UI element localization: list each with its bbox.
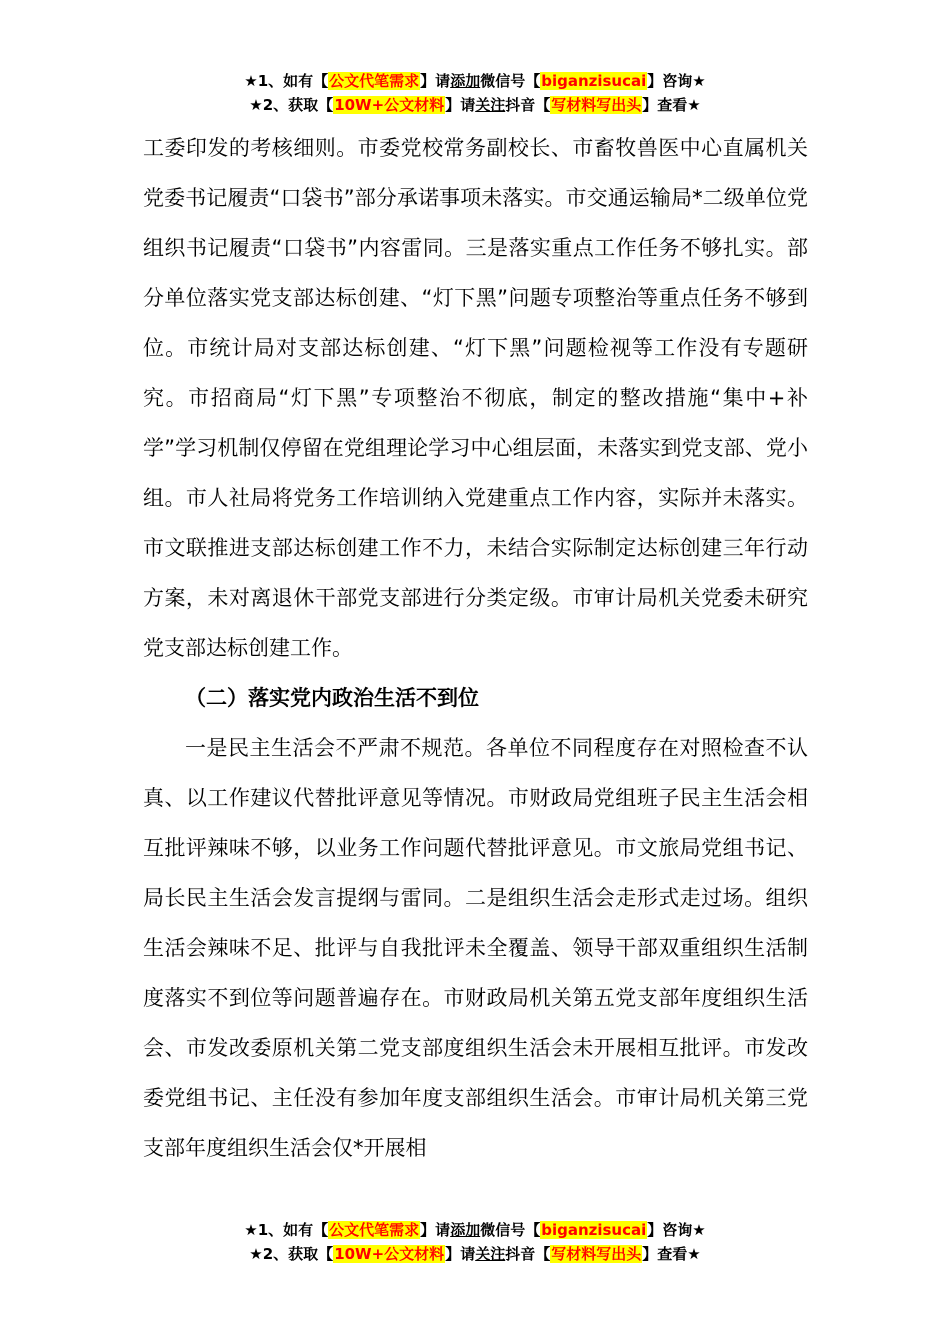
banner-line-2: ★2、获取【10W+公文材料】请关注抖音【写材料写出头】查看★	[249, 96, 701, 114]
banner-line-1: ★1、如有【公文代笔需求】请添加微信号【biganzisucai】咨询★	[244, 72, 706, 90]
highlight-materials: 10W+公文材料	[334, 96, 445, 114]
highlight-ghostwriting: 公文代笔需求	[329, 1221, 420, 1239]
highlight-douyin-id: 写材料写出头	[551, 1245, 642, 1263]
body-paragraph: 一是民主生活会不严肃不规范。各单位不同程度存在对照检查不认真、以工作建议代替批评意见等情况。市财政局党组班子民主生活会相互批评辣味不够，以业务工作问题代替批评意见。市文旅局党组书记、局长民主生活会发言提纲与雷同。二是组织生活会走形式走过场。组织生活会辣味不足、批评与自我批评未全覆盖、领导干部双重组织生活制度落实不到位等问题普遍存在。市财政局机关第五党支部年度组织生活会、市发改委原机关第二党支部度组织生活会未开展相互批评。市发改委党组书记、主任没有参加年度支部组织生活会。市审计局机关第三党支部年度组织生活会仅*开展相	[143, 736, 808, 1160]
header-banner	[0, 69, 950, 117]
highlight-wechat-id: biganzisucai	[541, 72, 647, 90]
highlight-materials: 10W+公文材料	[334, 1245, 445, 1263]
highlight-ghostwriting: 公文代笔需求	[329, 72, 420, 90]
highlight-douyin-id: 写材料写出头	[551, 96, 642, 114]
section-heading: （二）落实党内政治生活不到位	[185, 686, 479, 710]
body-paragraph: 工委印发的考核细则。市委党校常务副校长、市畜牧兽医中心直属机关党委书记履责“口袋书”部分承诺事项未落实。市交通运输局*二级单位党组织书记履责“口袋书”内容雷同。三是落实重点工作任务不够扎实。部分单位落实党支部达标创建、“灯下黑”问题专项整治等重点任务不够到位。市统计局对支部达标创建、“灯下黑”问题检视等工作没有专题研究。市招商局“灯下黑”专项整治不彻底，制定的整改措施“集中+补学”学习机制仅停留在党组理论学习中心组层面，未落实到党支部、党小组。市人社局将党务工作培训纳入党建重点工作内容，实际并未落实。市文联推进支部达标创建工作不力，未结合实际制定达标创建三年行动方案，未对离退休干部党支部进行分类定级。市审计局机关党委未研究党支部达标创建工作。	[143, 136, 808, 660]
highlight-wechat-id: biganzisucai	[541, 1221, 647, 1239]
footer-banner	[0, 1218, 950, 1266]
document-body	[143, 123, 808, 1173]
banner-line-1: ★1、如有【公文代笔需求】请添加微信号【biganzisucai】咨询★	[244, 1221, 706, 1239]
banner-line-2: ★2、获取【10W+公文材料】请关注抖音【写材料写出头】查看★	[249, 1245, 701, 1263]
